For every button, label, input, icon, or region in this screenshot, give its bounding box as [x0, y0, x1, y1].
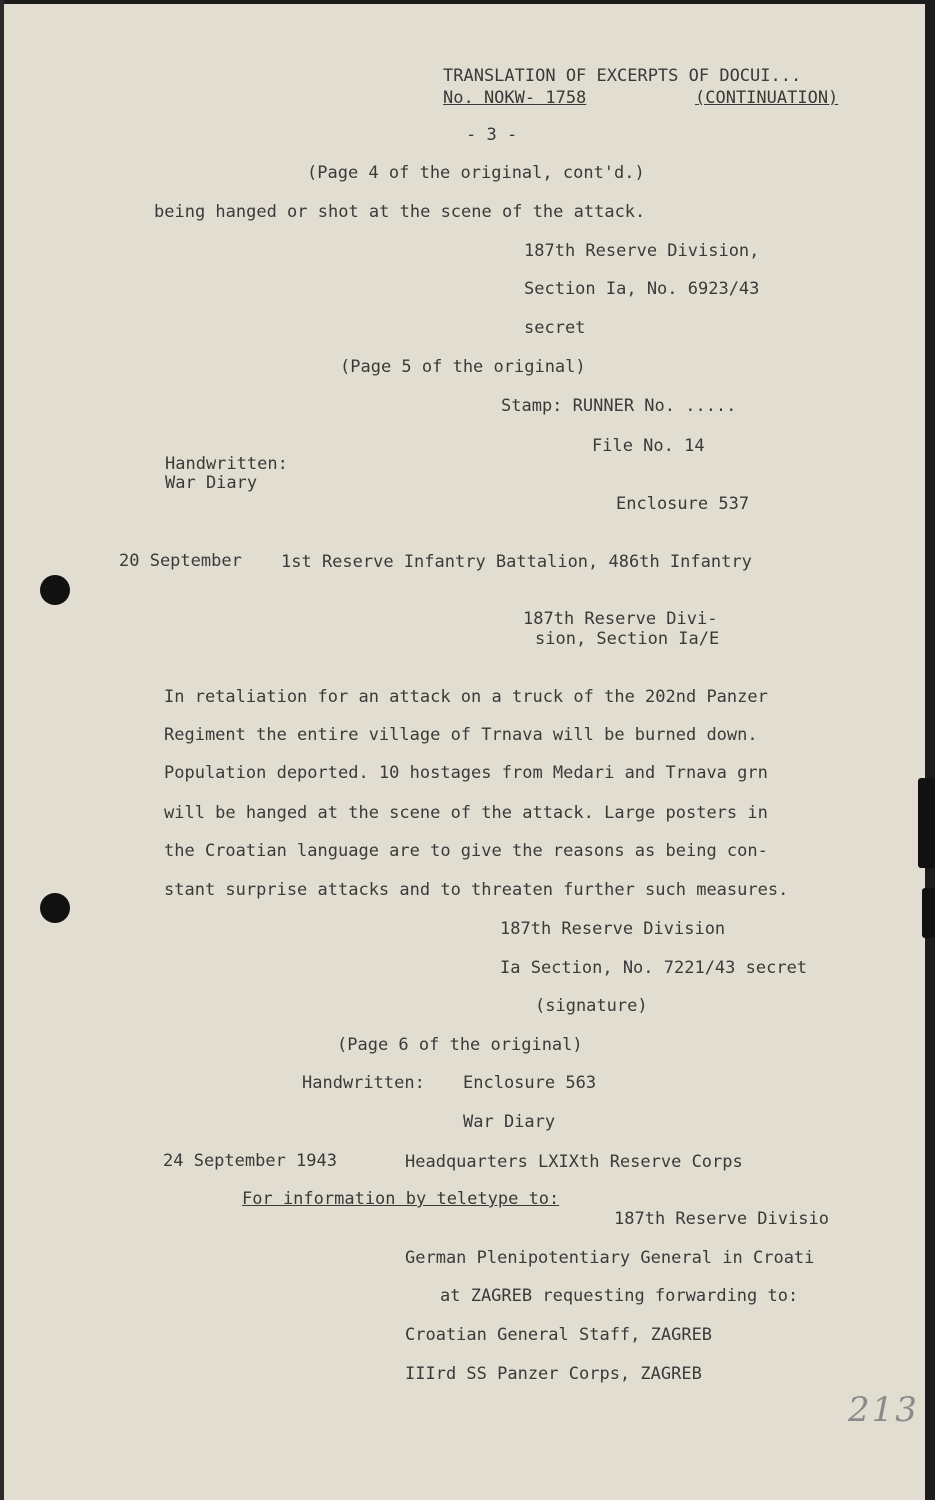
order-line-4: will be hanged at the scene of the attack. Large posters in: [164, 803, 768, 823]
page-number: - 3 -: [466, 125, 518, 145]
addressee-line1: 187th Reserve Divi-: [523, 609, 718, 629]
section2-signature-ref: Ia Section, No. 7221/43 secret: [500, 958, 808, 978]
recipient-1: 187th Reserve Divisio: [614, 1209, 829, 1229]
scan-edge-right: [925, 0, 935, 1500]
recipient-5: IIIrd SS Panzer Corps, ZAGREB: [405, 1364, 702, 1384]
order-line-3: Population deported. 10 hostages from Medari and Trnava grn: [164, 763, 768, 783]
recipient-4: Croatian General Staff, ZAGREB: [405, 1325, 713, 1345]
headquarters: Headquarters LXIXth Reserve Corps: [405, 1152, 743, 1172]
continuation-label: (CONTINUATION): [695, 88, 839, 108]
recipient-3: at ZAGREB requesting forwarding to:: [440, 1286, 799, 1306]
handwritten-label: Handwritten:: [165, 454, 288, 474]
order-line-6: stant surprise attacks and to threaten further such measures.: [164, 880, 789, 900]
recipient-2: German Plenipotentiary General in Croati: [405, 1248, 815, 1268]
entry-date: 20 September: [119, 551, 242, 571]
entry-unit: 1st Reserve Infantry Battalion, 486th Infantry: [281, 552, 752, 572]
handwritten-war-diary: War Diary: [165, 473, 258, 493]
binder-clip-lower: [922, 888, 935, 938]
punch-hole-top: [40, 575, 70, 605]
section3-handwritten-label: Handwritten:: [302, 1073, 425, 1093]
document-title: TRANSLATION OF EXCERPTS OF DOCUI...: [443, 66, 802, 86]
file-number: File No. 14: [592, 436, 705, 456]
binder-clip-upper: [918, 778, 935, 868]
order-line-2: Regiment the entire village of Trnava will be burned down.: [164, 725, 758, 745]
section2-signature: (signature): [535, 996, 648, 1016]
section1-signature-unit: 187th Reserve Division,: [524, 241, 760, 261]
section1-signature-ref: Section Ia, No. 6923/43: [524, 279, 760, 299]
scan-edge-top: [0, 0, 935, 4]
page5-note: (Page 5 of the original): [340, 357, 586, 377]
teletype-date: 24 September 1943: [163, 1151, 337, 1171]
scan-edge-left: [0, 0, 4, 1500]
page4-note: (Page 4 of the original, cont'd.): [307, 163, 645, 183]
info-heading: For information by teletype to:: [242, 1189, 560, 1209]
pencil-page-mark: 213: [848, 1390, 919, 1430]
order-line-5: the Croatian language are to give the reasons as being con-: [164, 841, 768, 861]
order-line-1: In retaliation for an attack on a truck of the 202nd Panzer: [164, 687, 768, 707]
stamp-runner: Stamp: RUNNER No. .....: [501, 396, 737, 416]
page6-note: (Page 6 of the original): [337, 1035, 583, 1055]
document-number: No. NOKW- 1758: [443, 88, 587, 108]
addressee-line2: sion, Section Ia/E: [535, 629, 720, 649]
section1-body: being hanged or shot at the scene of the attack.: [154, 202, 646, 222]
section1-signature-class: secret: [524, 318, 586, 338]
punch-hole-bottom: [40, 893, 70, 923]
section2-signature-unit: 187th Reserve Division: [500, 919, 726, 939]
enclosure-537: Enclosure 537: [616, 494, 750, 514]
section3-war-diary: War Diary: [463, 1112, 556, 1132]
enclosure-563: Enclosure 563: [463, 1073, 597, 1093]
